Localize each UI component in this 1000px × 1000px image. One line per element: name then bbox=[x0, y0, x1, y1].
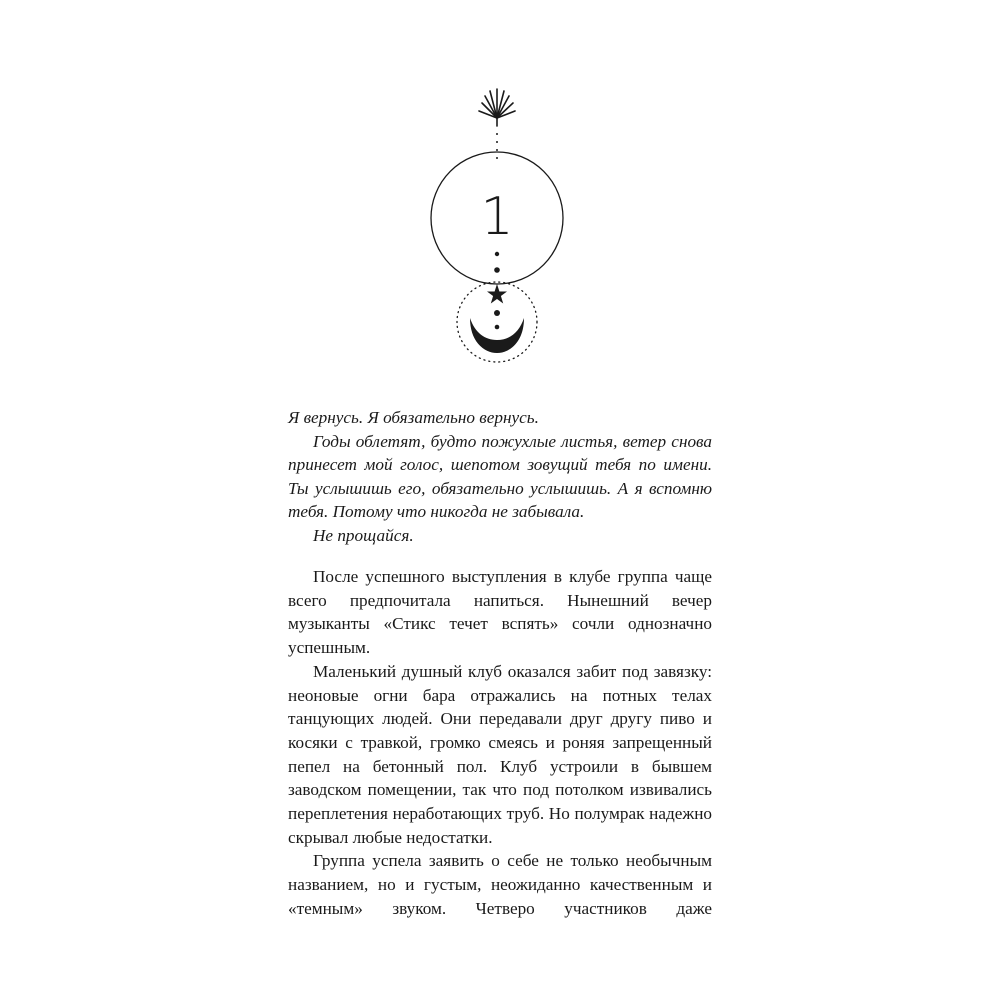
epigraph-line: Не прощайся. bbox=[313, 525, 414, 545]
star-icon bbox=[487, 284, 507, 304]
epigraph-line: Годы облетят, будто пожухлые листья, ветер снова принесет мой голос, шепотом зовущий тебя по имени. Ты услышишь его, обязательно услышишь. А я вспомню тебя. Потому что никогда не забывала. bbox=[288, 431, 712, 522]
chapter-body bbox=[288, 565, 712, 921]
chapter-number: 1 bbox=[480, 187, 514, 247]
crescent-moon-fill bbox=[470, 318, 524, 352]
palm-leaf-icon bbox=[479, 89, 515, 126]
dotted-line bbox=[496, 133, 498, 159]
epigraph bbox=[288, 406, 712, 548]
chapter-emblem bbox=[0, 0, 1000, 400]
paragraph: Группа успела заявить о себе не только необычным названием, но и густым, неожиданно качественным и «темным» звуком. Четверо участников даже bbox=[288, 851, 712, 918]
epigraph-line: Я вернусь. Я обязательно вернусь. bbox=[288, 408, 539, 427]
paragraph: Маленький душный клуб оказался забит под завязку: неоновые огни бара отражались на потных телах танцующих людей. Они передавали друг другу пиво и косяки с травкой, громко смеясь и роняя запрещенный пепел на бетонный пол. Клуб устроили в бывшем заводском помещении, так что под потолком извивались переплетения неработающих труб. Но полумрак надежно скрывал любые недостатки. bbox=[288, 661, 712, 847]
paragraph: После успешного выступления в клубе группа чаще всего предпочитала напиться. Нынешний вечер музыканты «Стикс течет вспять» сочли однозначно успешным. bbox=[288, 567, 712, 658]
